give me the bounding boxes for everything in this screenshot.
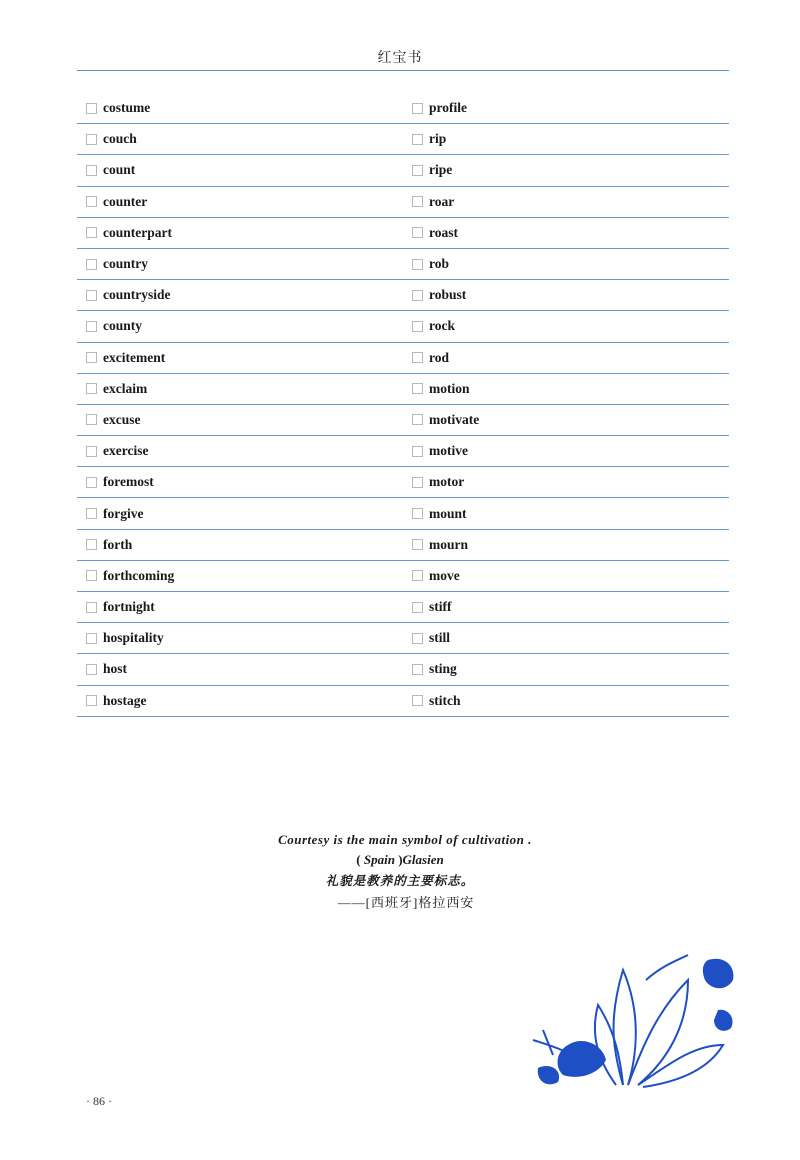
table-row [77,249,729,280]
checkbox[interactable] [86,602,97,613]
checkbox[interactable] [86,134,97,145]
vocabulary-table [77,93,729,717]
word-cell-right [403,599,729,615]
table-row [77,187,729,218]
word-label: countryside [103,287,171,303]
word-label: couch [103,131,137,147]
word-cell-left [77,194,403,210]
checkbox[interactable] [412,414,423,425]
checkbox[interactable] [412,664,423,675]
word-label: forth [103,536,133,552]
word-cell-right [403,474,729,490]
paren-open: ( [356,852,361,867]
paren-close: ) [398,852,403,867]
quote-block [0,832,800,911]
word-cell-right [403,194,729,210]
word-cell-left [77,599,403,615]
table-row [77,498,729,529]
table-row [77,436,729,467]
table-row [77,467,729,498]
checkbox[interactable] [86,383,97,394]
word-cell-left [77,537,403,553]
word-cell-right [403,630,729,646]
checkbox[interactable] [412,227,423,238]
word-cell-right [403,568,729,584]
word-cell-left [77,412,403,428]
word-cell-right [403,100,729,116]
word-label: hospitality [103,630,164,646]
checkbox[interactable] [86,508,97,519]
word-label: hostage [103,692,147,708]
word-cell-right [403,225,729,241]
word-cell-left [77,350,403,366]
table-row [77,218,729,249]
word-label: rock [429,318,455,334]
word-cell-left [77,162,403,178]
word-label: county [103,318,143,334]
word-cell-right [403,256,729,272]
word-cell-right [403,287,729,303]
word-cell-left [77,318,403,334]
quote-author-name: Glasien [402,852,444,867]
table-row [77,155,729,186]
word-label: motivate [429,411,480,427]
checkbox[interactable] [412,446,423,457]
quote-english: Courtesy is the main symbol of cultivation . [278,832,532,847]
word-label: exclaim [103,380,148,396]
word-label: costume [103,100,151,116]
word-cell-left [77,256,403,272]
word-label: rob [429,256,450,272]
word-label: excuse [103,411,141,427]
word-label: excitement [103,349,166,365]
table-row [77,654,729,685]
checkbox[interactable] [86,196,97,207]
table-row [77,623,729,654]
word-cell-left [77,381,403,397]
checkbox[interactable] [412,477,423,488]
word-cell-right [403,412,729,428]
word-label: rod [429,349,450,365]
word-label: mount [429,505,467,521]
checkbox[interactable] [86,664,97,675]
word-label: stiff [429,599,452,615]
word-cell-left [77,100,403,116]
word-label: motion [429,380,470,396]
header-divider [77,70,729,71]
flower-illustration [528,950,738,1090]
checkbox[interactable] [86,227,97,238]
word-label: motive [429,443,468,459]
checkbox[interactable] [86,414,97,425]
word-label: forgive [103,505,144,521]
word-label: profile [429,100,467,116]
word-label: foremost [103,474,154,490]
table-row [77,405,729,436]
word-cell-right [403,537,729,553]
checkbox[interactable] [86,290,97,301]
checkbox[interactable] [412,570,423,581]
page-header-title: 红宝书 [377,51,423,66]
word-label: fortnight [103,599,155,615]
table-row [77,93,729,124]
page-number: · 86 · [86,1094,112,1108]
word-label: move [429,567,460,583]
word-label: stitch [429,692,461,708]
word-cell-right [403,506,729,522]
word-cell-right [403,131,729,147]
word-label: counter [103,193,148,209]
checkbox[interactable] [86,259,97,270]
word-cell-right [403,693,729,709]
word-label: ripe [429,162,453,178]
word-label: mourn [429,536,469,552]
word-cell-left [77,225,403,241]
table-row [77,280,729,311]
word-label: rip [429,131,447,147]
word-cell-right [403,661,729,677]
word-label: sting [429,661,457,677]
word-label: counterpart [103,224,172,240]
table-row [77,124,729,155]
quote-author-country: Spain [363,852,395,867]
checkbox[interactable] [86,539,97,550]
word-cell-left [77,443,403,459]
word-label: exercise [103,443,149,459]
word-cell-right [403,162,729,178]
checkbox[interactable] [412,695,423,706]
word-label: still [429,630,451,646]
word-label: roast [429,224,458,240]
word-label: host [103,661,128,677]
table-row [77,374,729,405]
table-row [77,530,729,561]
checkbox[interactable] [86,165,97,176]
table-row [77,592,729,623]
quote-author-english [0,852,800,868]
word-cell-left [77,506,403,522]
word-cell-left [77,131,403,147]
word-cell-right [403,318,729,334]
word-cell-left [77,287,403,303]
table-row [77,561,729,592]
word-cell-left [77,474,403,490]
checkbox[interactable] [86,352,97,363]
checkbox[interactable] [412,103,423,114]
checkbox[interactable] [412,165,423,176]
checkbox[interactable] [412,352,423,363]
checkbox[interactable] [86,446,97,457]
word-label: motor [429,474,465,490]
quote-chinese: 礼貌是教养的主要标志。 [325,874,475,888]
word-cell-right [403,443,729,459]
checkbox[interactable] [412,539,423,550]
word-label: roar [429,193,455,209]
checkbox[interactable] [412,383,423,394]
checkbox[interactable] [412,602,423,613]
checkbox[interactable] [86,103,97,114]
word-label: robust [429,287,467,303]
word-cell-left [77,661,403,677]
checkbox[interactable] [412,321,423,332]
table-row [77,311,729,342]
word-cell-left [77,630,403,646]
checkbox[interactable] [412,508,423,519]
checkbox[interactable] [412,290,423,301]
checkbox[interactable] [412,134,423,145]
checkbox[interactable] [86,695,97,706]
checkbox[interactable] [86,477,97,488]
table-row [77,686,729,717]
checkbox[interactable] [412,196,423,207]
word-cell-right [403,381,729,397]
checkbox[interactable] [412,259,423,270]
quote-author-chinese: ——[西班牙]格拉西安 [337,895,475,910]
word-cell-left [77,693,403,709]
checkbox[interactable] [86,633,97,644]
checkbox[interactable] [412,633,423,644]
word-label: country [103,256,148,272]
word-label: forthcoming [103,567,175,583]
word-label: count [103,162,136,178]
word-cell-right [403,350,729,366]
word-cell-left [77,568,403,584]
checkbox[interactable] [86,321,97,332]
checkbox[interactable] [86,570,97,581]
table-row [77,343,729,374]
